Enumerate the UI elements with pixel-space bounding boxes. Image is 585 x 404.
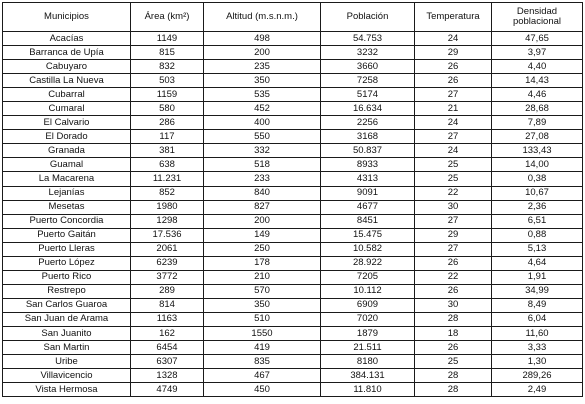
temperatura-cell: 24	[415, 144, 492, 158]
municipio-cell: Villavicencio	[3, 369, 131, 383]
municipio-cell: Granada	[3, 144, 131, 158]
densidad-cell: 14,43	[492, 74, 583, 88]
area-cell: 4749	[131, 383, 204, 397]
altitud-cell: 250	[204, 242, 321, 256]
municipio-cell: Puerto Concordia	[3, 214, 131, 228]
municipio-cell: Mesetas	[3, 200, 131, 214]
header-municipios: Municipios	[3, 3, 131, 32]
poblacion-cell: 10.112	[321, 284, 415, 298]
temperatura-cell: 27	[415, 130, 492, 144]
temperatura-cell: 25	[415, 158, 492, 172]
altitud-cell: 200	[204, 46, 321, 60]
poblacion-cell: 7020	[321, 312, 415, 326]
densidad-cell: 2,36	[492, 200, 583, 214]
densidad-cell: 6,51	[492, 214, 583, 228]
altitud-cell: 235	[204, 60, 321, 74]
municipio-cell: Barranca de Upía	[3, 46, 131, 60]
poblacion-cell: 8180	[321, 355, 415, 369]
header-area: Área (km²)	[131, 3, 204, 32]
poblacion-cell: 1879	[321, 326, 415, 340]
area-cell: 638	[131, 158, 204, 172]
altitud-cell: 1550	[204, 326, 321, 340]
area-cell: 3772	[131, 270, 204, 284]
area-cell: 1980	[131, 200, 204, 214]
poblacion-cell: 4677	[321, 200, 415, 214]
area-cell: 286	[131, 116, 204, 130]
altitud-cell: 510	[204, 312, 321, 326]
header-temperatura: Temperatura	[415, 3, 492, 32]
area-cell: 503	[131, 74, 204, 88]
municipio-cell: Cumaral	[3, 102, 131, 116]
temperatura-cell: 22	[415, 270, 492, 284]
poblacion-cell: 4313	[321, 172, 415, 186]
densidad-cell: 1,30	[492, 355, 583, 369]
table-row	[3, 355, 583, 369]
poblacion-cell: 6909	[321, 298, 415, 312]
header-densidad	[492, 3, 583, 32]
table-row	[3, 298, 583, 312]
header-altitud: Altitud (m.s.n.m.)	[204, 3, 321, 32]
municipio-cell: Uribe	[3, 355, 131, 369]
poblacion-cell: 3168	[321, 130, 415, 144]
temperatura-cell: 21	[415, 102, 492, 116]
temperatura-cell: 24	[415, 32, 492, 46]
temperatura-cell: 27	[415, 214, 492, 228]
table-row	[3, 341, 583, 355]
densidad-cell: 0,88	[492, 228, 583, 242]
municipio-cell: Restrepo	[3, 284, 131, 298]
table-row	[3, 102, 583, 116]
area-cell: 117	[131, 130, 204, 144]
densidad-cell: 28,68	[492, 102, 583, 116]
temperatura-cell: 26	[415, 284, 492, 298]
table-row	[3, 130, 583, 144]
table-row	[3, 158, 583, 172]
densidad-cell: 4,46	[492, 88, 583, 102]
temperatura-cell: 26	[415, 341, 492, 355]
table-row	[3, 256, 583, 270]
area-cell: 289	[131, 284, 204, 298]
altitud-cell: 835	[204, 355, 321, 369]
area-cell: 162	[131, 326, 204, 340]
table-row	[3, 284, 583, 298]
table-row	[3, 200, 583, 214]
area-cell: 852	[131, 186, 204, 200]
municipio-cell: San Carlos Guaroa	[3, 298, 131, 312]
altitud-cell: 350	[204, 298, 321, 312]
municipio-cell: San Martin	[3, 341, 131, 355]
table-row	[3, 383, 583, 397]
densidad-cell: 6,04	[492, 312, 583, 326]
municipio-cell: El Dorado	[3, 130, 131, 144]
table-row	[3, 116, 583, 130]
altitud-cell: 827	[204, 200, 321, 214]
densidad-cell: 1,91	[492, 270, 583, 284]
area-cell: 6239	[131, 256, 204, 270]
altitud-cell: 840	[204, 186, 321, 200]
temperatura-cell: 28	[415, 383, 492, 397]
table-row	[3, 60, 583, 74]
municipio-cell: La Macarena	[3, 172, 131, 186]
area-cell: 6307	[131, 355, 204, 369]
poblacion-cell: 15.475	[321, 228, 415, 242]
densidad-cell: 2,49	[492, 383, 583, 397]
area-cell: 1159	[131, 88, 204, 102]
temperatura-cell: 30	[415, 200, 492, 214]
poblacion-cell: 54.753	[321, 32, 415, 46]
altitud-cell: 400	[204, 116, 321, 130]
area-cell: 580	[131, 102, 204, 116]
poblacion-cell: 11.810	[321, 383, 415, 397]
table-row	[3, 214, 583, 228]
altitud-cell: 452	[204, 102, 321, 116]
table-row	[3, 228, 583, 242]
table-row	[3, 369, 583, 383]
altitud-cell: 178	[204, 256, 321, 270]
altitud-cell: 210	[204, 270, 321, 284]
area-cell: 2061	[131, 242, 204, 256]
densidad-cell: 4,64	[492, 256, 583, 270]
temperatura-cell: 26	[415, 60, 492, 74]
table-row	[3, 312, 583, 326]
altitud-cell: 518	[204, 158, 321, 172]
table-row	[3, 46, 583, 60]
densidad-cell: 11,60	[492, 326, 583, 340]
densidad-cell: 14,00	[492, 158, 583, 172]
temperatura-cell: 26	[415, 74, 492, 88]
densidad-cell: 47,65	[492, 32, 583, 46]
densidad-cell: 289,26	[492, 369, 583, 383]
altitud-cell: 350	[204, 74, 321, 88]
poblacion-cell: 16.634	[321, 102, 415, 116]
area-cell: 1328	[131, 369, 204, 383]
densidad-cell: 4,40	[492, 60, 583, 74]
table-row	[3, 326, 583, 340]
poblacion-cell: 28.922	[321, 256, 415, 270]
header-row	[3, 3, 583, 32]
temperatura-cell: 25	[415, 355, 492, 369]
densidad-cell: 7,89	[492, 116, 583, 130]
densidad-cell: 0,38	[492, 172, 583, 186]
area-cell: 814	[131, 298, 204, 312]
municipio-cell: Vista Hermosa	[3, 383, 131, 397]
municipio-cell: Puerto Lleras	[3, 242, 131, 256]
area-cell: 832	[131, 60, 204, 74]
poblacion-cell: 5174	[321, 88, 415, 102]
municipio-cell: Castilla La Nueva	[3, 74, 131, 88]
municipio-cell: Puerto Gaitán	[3, 228, 131, 242]
table-row	[3, 88, 583, 102]
altitud-cell: 570	[204, 284, 321, 298]
temperatura-cell: 28	[415, 312, 492, 326]
municipio-cell: Lejanías	[3, 186, 131, 200]
area-cell: 6454	[131, 341, 204, 355]
altitud-cell: 450	[204, 383, 321, 397]
densidad-cell: 8,49	[492, 298, 583, 312]
municipio-cell: Puerto López	[3, 256, 131, 270]
poblacion-cell: 8451	[321, 214, 415, 228]
poblacion-cell: 9091	[321, 186, 415, 200]
altitud-cell: 498	[204, 32, 321, 46]
table-row	[3, 32, 583, 46]
poblacion-cell: 7258	[321, 74, 415, 88]
poblacion-cell: 384.131	[321, 369, 415, 383]
altitud-cell: 200	[204, 214, 321, 228]
header-densidad-line2: poblacional	[512, 16, 562, 27]
densidad-cell: 3,97	[492, 46, 583, 60]
municipio-cell: Puerto Rico	[3, 270, 131, 284]
densidad-cell: 5,13	[492, 242, 583, 256]
header-densidad-line1: Densidad	[516, 5, 558, 17]
header-poblacion: Población	[321, 3, 415, 32]
poblacion-cell: 21.511	[321, 341, 415, 355]
area-cell: 11.231	[131, 172, 204, 186]
municipio-cell: Acacías	[3, 32, 131, 46]
municipio-cell: San Juanito	[3, 326, 131, 340]
municipios-table	[2, 2, 583, 397]
altitud-cell: 332	[204, 144, 321, 158]
densidad-cell: 3,33	[492, 341, 583, 355]
poblacion-cell: 3232	[321, 46, 415, 60]
table-row	[3, 242, 583, 256]
altitud-cell: 419	[204, 341, 321, 355]
altitud-cell: 550	[204, 130, 321, 144]
densidad-cell: 10,67	[492, 186, 583, 200]
temperatura-cell: 22	[415, 186, 492, 200]
temperatura-cell: 26	[415, 256, 492, 270]
temperatura-cell: 28	[415, 369, 492, 383]
altitud-cell: 535	[204, 88, 321, 102]
area-cell: 1298	[131, 214, 204, 228]
table-row	[3, 144, 583, 158]
temperatura-cell: 27	[415, 88, 492, 102]
municipio-cell: El Calvario	[3, 116, 131, 130]
temperatura-cell: 29	[415, 46, 492, 60]
densidad-cell: 34,99	[492, 284, 583, 298]
temperatura-cell: 18	[415, 326, 492, 340]
densidad-cell: 27,08	[492, 130, 583, 144]
table-row	[3, 74, 583, 88]
area-cell: 815	[131, 46, 204, 60]
altitud-cell: 149	[204, 228, 321, 242]
table-body	[3, 32, 583, 397]
temperatura-cell: 29	[415, 228, 492, 242]
temperatura-cell: 27	[415, 242, 492, 256]
area-cell: 381	[131, 144, 204, 158]
altitud-cell: 233	[204, 172, 321, 186]
poblacion-cell: 3660	[321, 60, 415, 74]
poblacion-cell: 2256	[321, 116, 415, 130]
municipio-cell: Cubarral	[3, 88, 131, 102]
poblacion-cell: 10.582	[321, 242, 415, 256]
area-cell: 17.536	[131, 228, 204, 242]
municipio-cell: Cabuyaro	[3, 60, 131, 74]
table-row	[3, 186, 583, 200]
municipio-cell: Guamal	[3, 158, 131, 172]
poblacion-cell: 8933	[321, 158, 415, 172]
area-cell: 1149	[131, 32, 204, 46]
poblacion-cell: 7205	[321, 270, 415, 284]
temperatura-cell: 25	[415, 172, 492, 186]
table-row	[3, 172, 583, 186]
area-cell: 1163	[131, 312, 204, 326]
densidad-cell: 133,43	[492, 144, 583, 158]
table-row	[3, 270, 583, 284]
municipio-cell: San Juan de Arama	[3, 312, 131, 326]
altitud-cell: 467	[204, 369, 321, 383]
temperatura-cell: 24	[415, 116, 492, 130]
temperatura-cell: 30	[415, 298, 492, 312]
poblacion-cell: 50.837	[321, 144, 415, 158]
